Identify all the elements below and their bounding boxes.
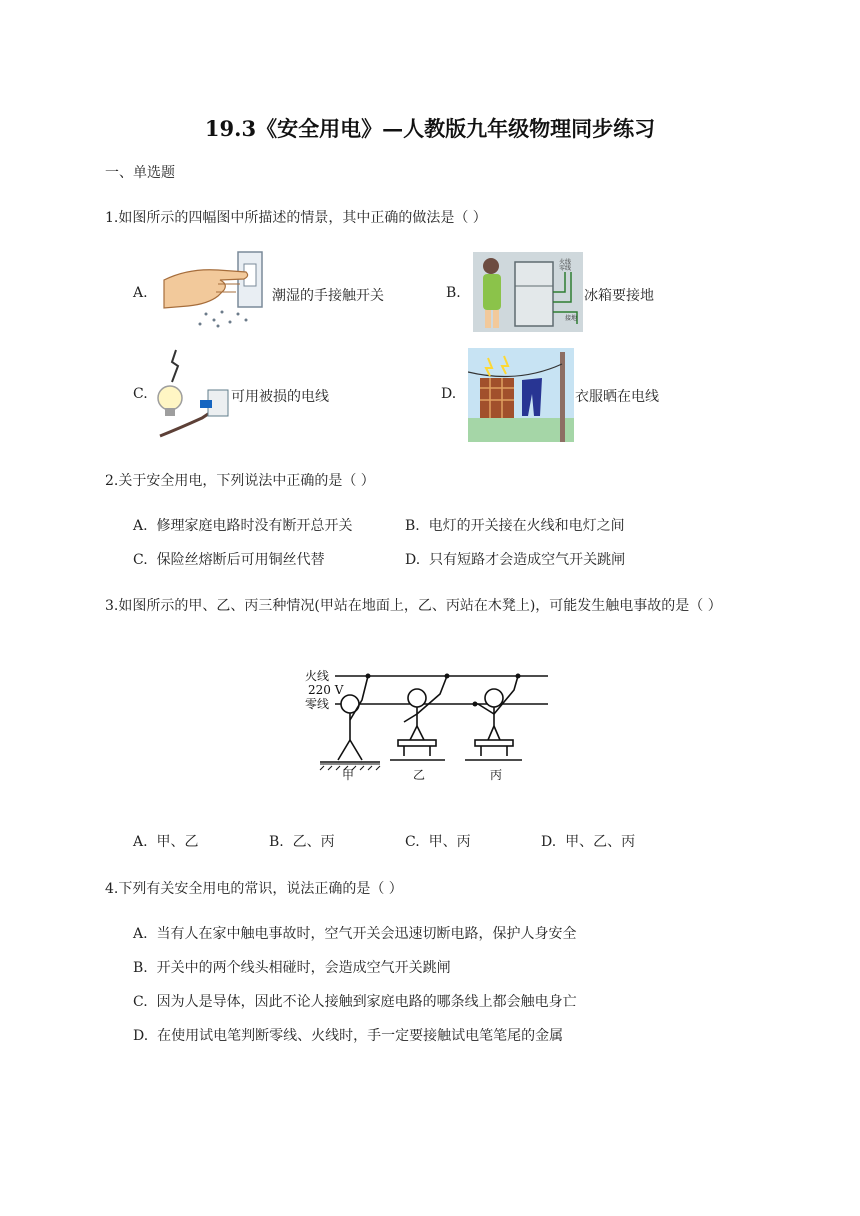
section-heading: 一、单选题 (105, 165, 175, 181)
q1-option-b-caption: 冰箱要接地 (584, 288, 654, 304)
q3-option-c[interactable]: C. 甲、丙 (405, 834, 471, 850)
q4-option-c[interactable]: C. 因为人是导体，因此不论人接触到家庭电路的哪条线上都会触电身亡 (133, 994, 577, 1010)
q3-stem: 3.如图所示的甲、乙、丙三种情况(甲站在地面上，乙、丙站在木凳上)，可能发生触电事故的是（ ） (105, 598, 722, 614)
fridge-neutral-label: 零线 (559, 265, 572, 272)
q4-option-d[interactable]: D. 在使用试电笔判断零线、火线时，手一定要接触试电笔笔尾的金属 (133, 1028, 564, 1044)
fridge-ground-label: 接地 (565, 315, 578, 322)
q2-stem: 2.关于安全用电，下列说法中正确的是（ ） (105, 473, 375, 489)
damaged-wire-image (150, 348, 230, 440)
person-jia-label: 甲 (342, 768, 355, 782)
q2-option-c[interactable]: C. 保险丝熔断后可用铜丝代替 (133, 552, 325, 568)
clothes-on-wire-image (468, 348, 574, 442)
q1-option-d-letter[interactable]: D. (441, 386, 457, 402)
q1-option-d-caption: 衣服晒在电线 (575, 389, 659, 405)
q2-option-b[interactable]: B. 电灯的开关接在火线和电灯之间 (405, 518, 625, 534)
person-bing-label: 丙 (490, 768, 503, 782)
q3-option-b[interactable]: B. 乙、丙 (269, 834, 335, 850)
q3-option-a[interactable]: A. 甲、乙 (133, 834, 199, 850)
live-wire-label: 火线 (305, 669, 330, 683)
q1-option-b-letter[interactable]: B. (446, 285, 461, 301)
q1-option-a-letter[interactable]: A. (133, 285, 148, 301)
q4-stem: 4.下列有关安全用电的常识，说法正确的是（ ） (105, 881, 403, 897)
q4-option-b[interactable]: B. 开关中的两个线头相碰时，会造成空气开关跳闸 (133, 960, 451, 976)
q2-option-d[interactable]: D. 只有短路才会造成空气开关跳闸 (405, 552, 626, 568)
q2-option-a[interactable]: A. 修理家庭电路时没有断开总开关 (133, 518, 353, 534)
q1-stem: 1.如图所示的四幅图中所描述的情景，其中正确的做法是（ ） (105, 210, 487, 226)
fridge-grounding-image (473, 252, 583, 332)
wet-hand-switch-image (158, 250, 268, 330)
q1-option-a-caption: 潮湿的手接触开关 (272, 288, 384, 304)
q4-option-a[interactable]: A. 当有人在家中触电事故时，空气开关会迅速切断电路，保护人身安全 (133, 926, 577, 942)
person-yi-label: 乙 (413, 768, 426, 782)
neutral-wire-label: 零线 (305, 697, 330, 711)
electric-shock-diagram (300, 660, 555, 785)
fridge-live-label: 火线 (559, 259, 572, 266)
voltage-label: 220 V (308, 683, 344, 697)
q3-option-d[interactable]: D. 甲、乙、丙 (541, 834, 636, 850)
page-title: 19.3《安全用电》—人教版九年级物理同步练习 (204, 116, 656, 141)
q1-option-c-letter[interactable]: C. (133, 386, 148, 402)
q1-option-c-caption: 可用被损的电线 (231, 389, 329, 405)
